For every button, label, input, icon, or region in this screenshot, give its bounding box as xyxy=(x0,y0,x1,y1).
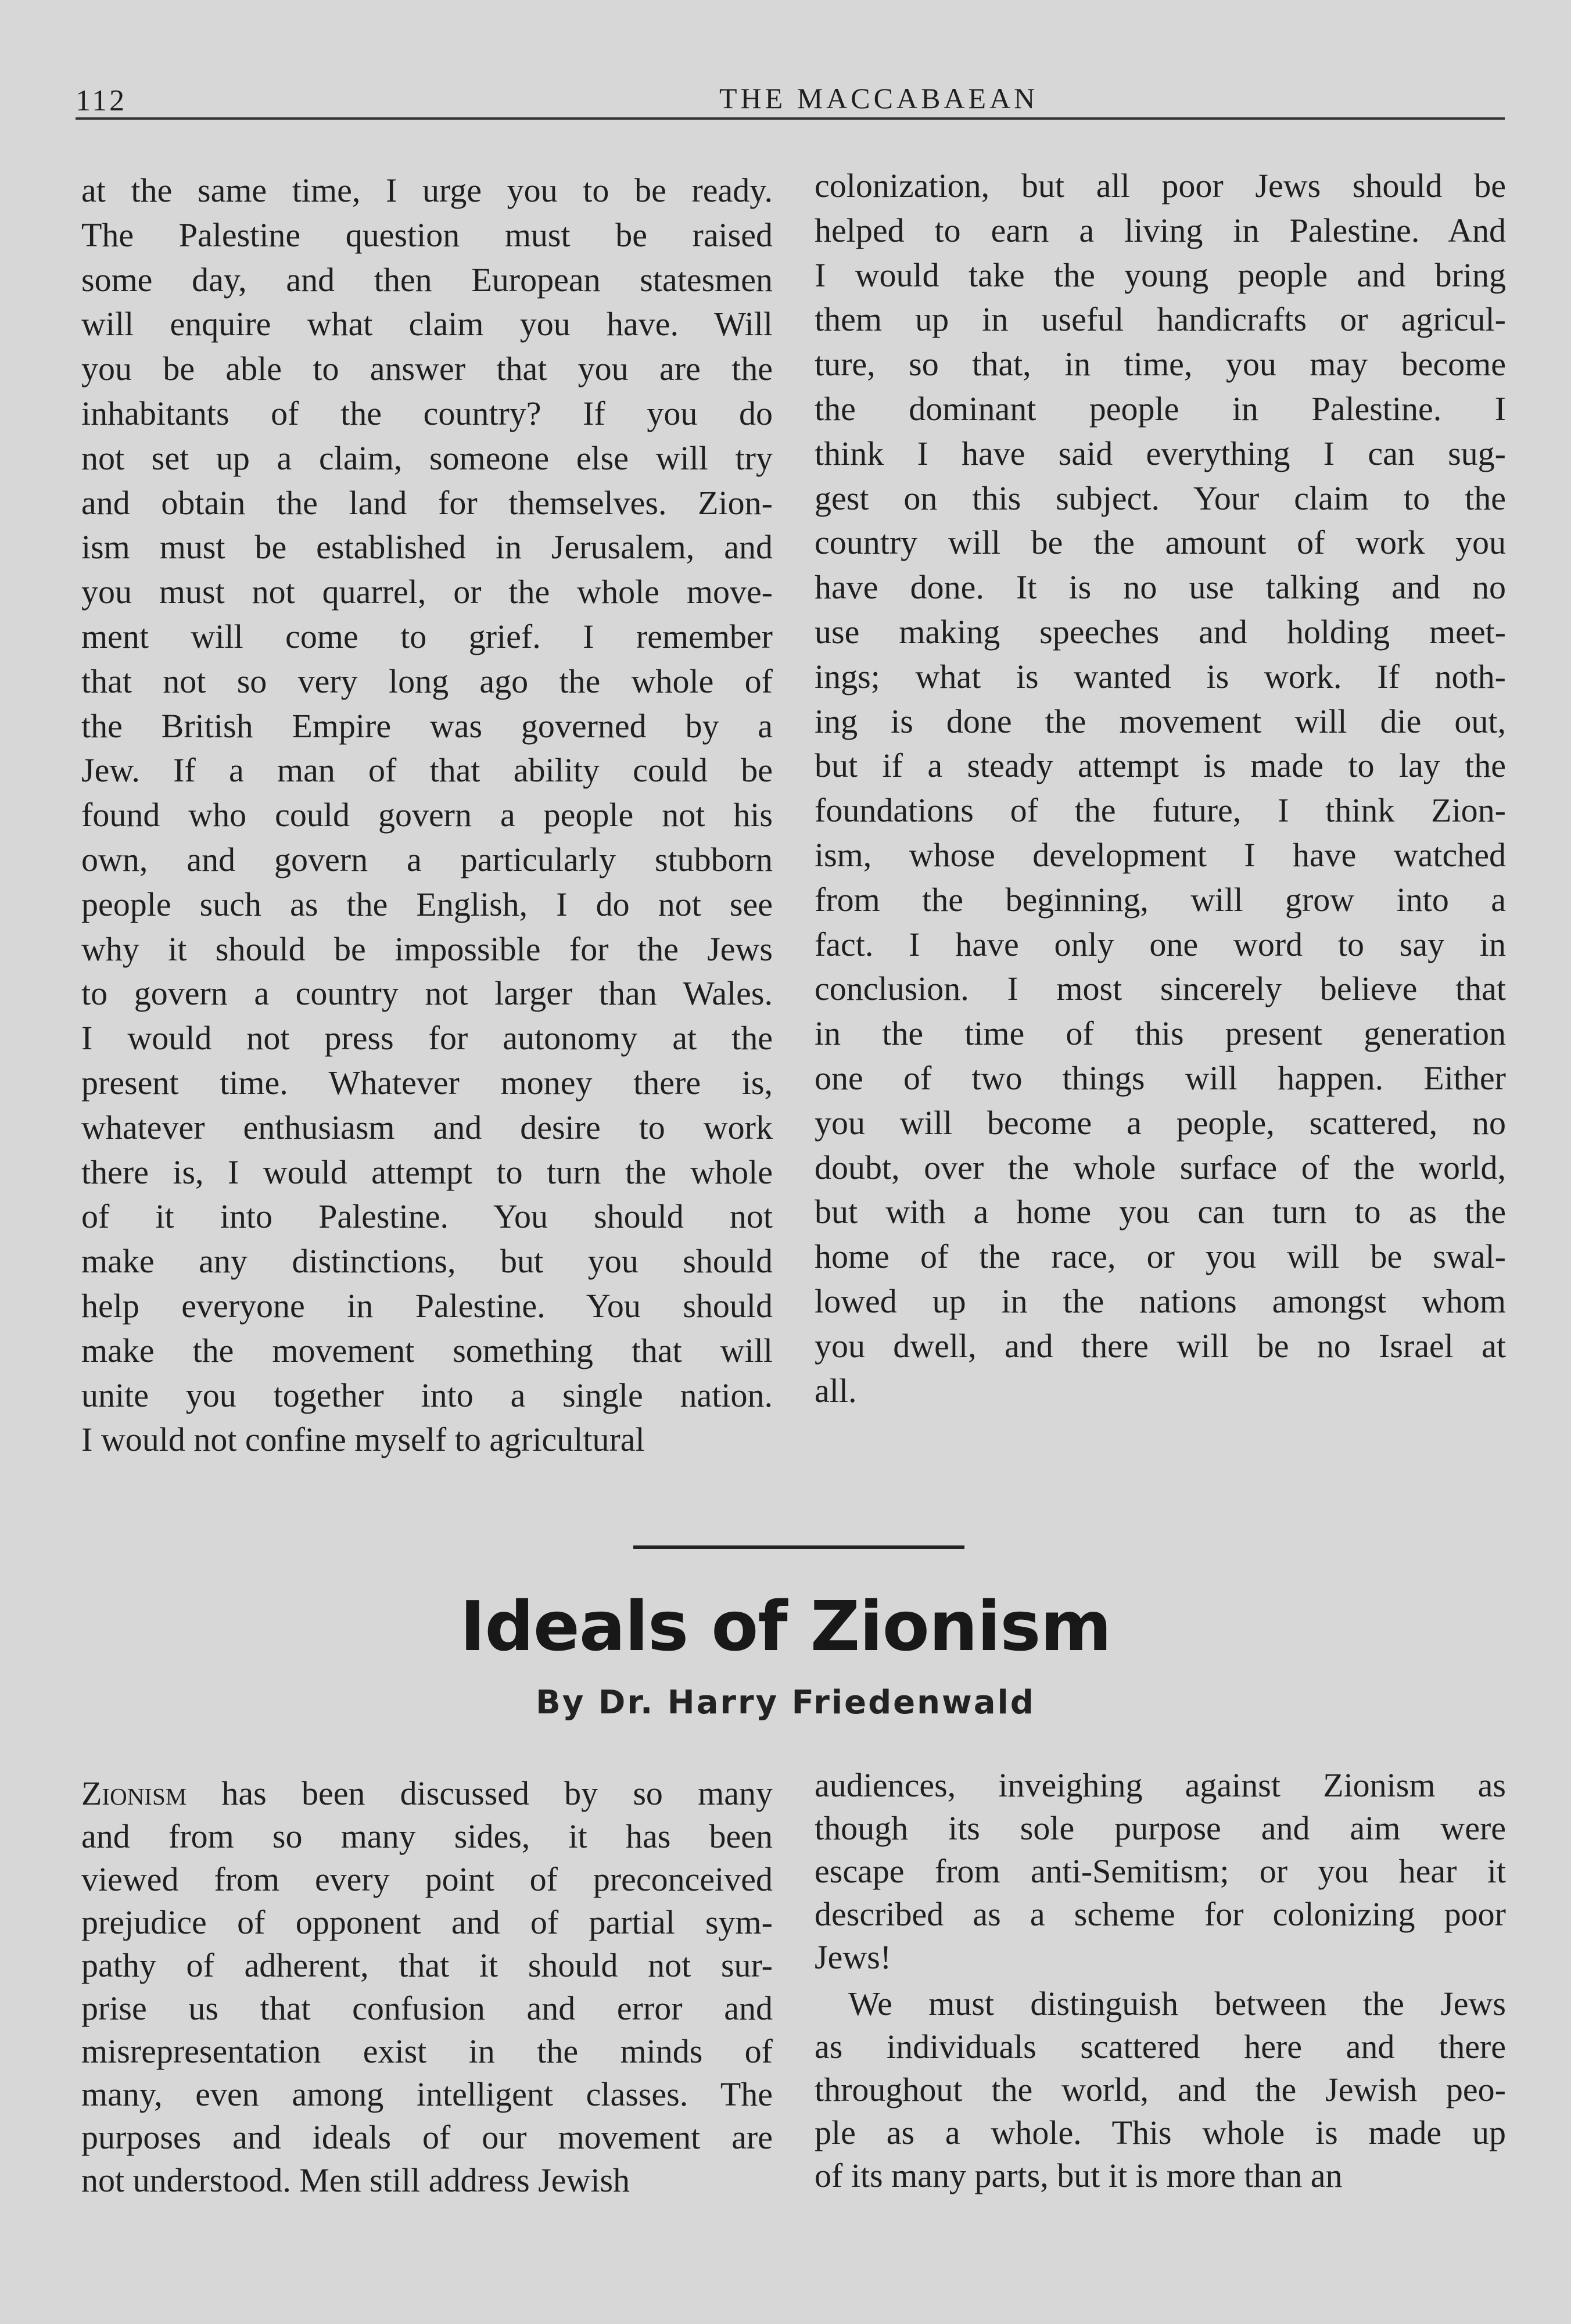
text-line: some day, and then European statesmen xyxy=(81,260,773,299)
text-line: fact. I have only one word to say in xyxy=(815,925,1506,963)
article-right-paragraph-2 xyxy=(815,1982,1506,2197)
text-line: audiences, inveighing against Zionism as xyxy=(815,1766,1506,1804)
text-line: ment will come to grief. I remember xyxy=(81,617,773,655)
text-line: gest on this subject. Your claim to the xyxy=(815,479,1506,517)
text-line: ple as a whole. This whole is made up xyxy=(815,2114,1506,2151)
article-right-paragraph-1 xyxy=(815,1764,1506,1979)
running-header xyxy=(76,76,1505,122)
text-line: colonization, but all poor Jews should be xyxy=(815,167,1506,205)
text-line: all. xyxy=(815,1371,857,1410)
text-line: make the movement something that will xyxy=(81,1331,773,1369)
text-line: described as a scheme for colonizing poor xyxy=(815,1895,1506,1933)
text-line: help everyone in Palestine. You should xyxy=(81,1286,773,1325)
text-line: We must distinguish between the Jews xyxy=(848,1985,1506,2022)
text-line: I would not confine myself to agricultural xyxy=(81,1421,645,1459)
article-left-paragraph xyxy=(81,1772,773,2202)
text-line: Jew. If a man of that ability could be xyxy=(81,751,773,790)
text-line: use making speeches and holding meet- xyxy=(815,612,1506,651)
text-line: doubt, over the whole surface of the world, xyxy=(815,1148,1506,1186)
top-left-paragraph xyxy=(81,168,773,1462)
text-line: you must not quarrel, or the whole move- xyxy=(81,573,773,611)
text-line: prejudice of opponent and of partial sym- xyxy=(81,1903,773,1941)
top-left-column xyxy=(81,168,773,1462)
text-line: conclusion. I most sincerely believe that xyxy=(815,970,1506,1008)
text-line: of it into Palestine. You should not xyxy=(81,1197,773,1236)
text-line: in the time of this present generation xyxy=(815,1014,1506,1053)
text-line: from the beginning, will grow into a xyxy=(815,880,1506,919)
article-first-line xyxy=(81,1772,773,1815)
text-line: there is, I would attempt to turn the whole xyxy=(81,1153,773,1191)
text-line: you dwell, and there will be no Israel at xyxy=(815,1326,1506,1365)
text-line: the British Empire was governed by a xyxy=(81,706,773,745)
text-line: prise us that confusion and error and xyxy=(81,1989,773,2027)
page-number: 112 xyxy=(76,84,127,117)
text-line: as individuals scattered here and there xyxy=(815,2028,1506,2065)
text-line: ing is done the movement will die out, xyxy=(815,702,1506,740)
text-line: people such as the English, I do not see xyxy=(81,885,773,923)
text-line: one of two things will happen. Either xyxy=(815,1059,1506,1097)
text-line: make any distinctions, but you should xyxy=(81,1242,773,1281)
text-line: that not so very long ago the whole of xyxy=(81,662,773,700)
top-right-column xyxy=(815,164,1506,1413)
section-divider xyxy=(633,1545,964,1549)
text-line: lowed up in the nations amongst whom xyxy=(815,1282,1506,1320)
article-right-column xyxy=(815,1764,1506,2197)
text-line: Jews! xyxy=(815,1938,892,1976)
text-line: purposes and ideals of our movement are xyxy=(81,2118,773,2156)
article-left-lines xyxy=(81,1815,773,2202)
text-line: I would not press for autonomy at the xyxy=(81,1019,773,1057)
text-line: the dominant people in Palestine. I xyxy=(815,389,1506,428)
text-line: but with a home you can turn to as the xyxy=(815,1193,1506,1231)
text-line: own, and govern a particularly stubborn xyxy=(81,840,773,878)
text-line: foundations of the future, I think Zion- xyxy=(815,791,1506,830)
text-line: whatever enthusiasm and desire to work xyxy=(81,1108,773,1146)
text-line: of its many parts, but it is more than an xyxy=(815,2157,1343,2194)
text-line: ism, whose development I have watched xyxy=(815,835,1506,874)
text-line: not understood. Men still address Jewish xyxy=(81,2161,630,2199)
text-line: throughout the world, and the Jewish peo- xyxy=(815,2071,1506,2108)
top-right-paragraph xyxy=(815,164,1506,1413)
text-line: to govern a country not larger than Wales. xyxy=(81,974,773,1013)
text-line: The Palestine question must be raised xyxy=(81,216,773,254)
text-line: I would take the young people and bring xyxy=(815,256,1506,294)
text-line: them up in useful handicrafts or agricul- xyxy=(815,300,1506,339)
text-line: ings; what is wanted is work. If noth- xyxy=(815,657,1506,695)
first-line-rest: has been discussed by so many xyxy=(186,1774,773,1812)
text-line: and from so many sides, it has been xyxy=(81,1817,773,1855)
text-line: at the same time, I urge you to be ready. xyxy=(81,171,773,209)
article-byline: By Dr. Harry Friedenwald xyxy=(536,1684,1035,1722)
text-line: have done. It is no use talking and no xyxy=(815,568,1506,607)
running-title: THE MACCABAEAN xyxy=(719,82,1039,114)
text-line: misrepresentation exist in the minds of xyxy=(81,2032,773,2070)
text-line: viewed from every point of preconceived xyxy=(81,1860,773,1898)
text-line: helped to earn a living in Palestine. And xyxy=(815,211,1506,249)
text-line: though its sole purpose and aim were xyxy=(815,1809,1506,1847)
text-line: many, even among intelligent classes. The xyxy=(81,2075,773,2113)
header-rule xyxy=(76,117,1505,120)
text-line: ture, so that, in time, you may become xyxy=(815,345,1506,383)
text-line: will enquire what claim you have. Will xyxy=(81,305,773,343)
lead-word: Zionism xyxy=(81,1774,187,1812)
text-line: unite you together into a single nation. xyxy=(81,1376,773,1414)
text-line: home of the race, or you will be swal- xyxy=(815,1238,1506,1276)
text-line: think I have said everything I can sug- xyxy=(815,434,1506,472)
text-line: and obtain the land for themselves. Zion- xyxy=(81,483,773,522)
text-line: inhabitants of the country? If you do xyxy=(81,394,773,432)
text-line: not set up a claim, someone else will try xyxy=(81,439,773,477)
text-line: present time. Whatever money there is, xyxy=(81,1063,773,1102)
text-line: you be able to answer that you are the xyxy=(81,350,773,388)
text-line: pathy of adherent, that it should not sur- xyxy=(81,1946,773,1984)
text-line: country will be the amount of work you xyxy=(815,523,1506,562)
text-line: escape from anti-Semitism; or you hear it xyxy=(815,1852,1506,1890)
text-line: you will become a people, scattered, no xyxy=(815,1103,1506,1142)
text-line: but if a steady attempt is made to lay the xyxy=(815,747,1506,785)
text-line: found who could govern a people not his xyxy=(81,796,773,834)
article-left-column xyxy=(81,1772,773,2202)
text-line: ism must be established in Jerusalem, and xyxy=(81,528,773,566)
text-line: why it should be impossible for the Jews xyxy=(81,930,773,968)
article-title: Ideals of Zionism xyxy=(460,1586,1111,1666)
